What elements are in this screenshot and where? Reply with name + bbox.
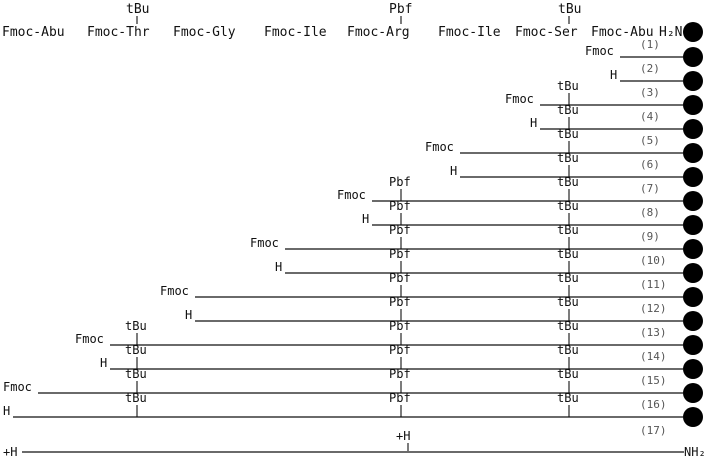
step-6-number: (6) (640, 158, 660, 171)
residue-label-ser: Fmoc-Ser (515, 25, 578, 40)
header-arg-protecting-group: Pbf (389, 2, 413, 17)
header-thr-protecting-group: tBu (126, 2, 150, 17)
step-13-protecting-group-1: tBu (125, 319, 147, 333)
step-12-protecting-group-1: Pbf (389, 295, 411, 309)
step-13-terminus-label: Fmoc (75, 332, 104, 346)
step-7-protecting-group-1: Pbf (389, 175, 411, 189)
step-3-resin-bead (683, 95, 703, 115)
step-14-protecting-group-1: tBu (125, 343, 147, 357)
step-15-terminus-label: Fmoc (3, 380, 32, 394)
header-ser-protecting-group: tBu (558, 2, 582, 17)
residue-label-gly: Fmoc-Gly (173, 25, 236, 40)
step-9-protecting-group-1: Pbf (389, 223, 411, 237)
step-5-number: (5) (640, 134, 660, 147)
step-8-protecting-group-2: tBu (557, 199, 579, 213)
step-10-resin-bead (683, 263, 703, 283)
synthesis-steps (3, 38, 703, 427)
step-15-number: (15) (640, 374, 667, 387)
step-9-terminus-label: Fmoc (250, 236, 279, 250)
step-7-number: (7) (640, 182, 660, 195)
step-2-resin-bead (683, 71, 703, 91)
residue-label-abu-n: Fmoc-Abu (2, 25, 65, 40)
step-number-final: (17) (640, 424, 667, 437)
step-1-number: (1) (640, 38, 660, 51)
residue-label-abu-c: Fmoc-Abu (591, 25, 654, 40)
final-n-terminus-label: +H (3, 445, 18, 459)
step-7-resin-bead (683, 191, 703, 211)
step-15-resin-bead (683, 383, 703, 403)
step-6-protecting-group-1: tBu (557, 151, 579, 165)
step-2-terminus-label: H (610, 68, 618, 82)
step-3-protecting-group-1: tBu (557, 79, 579, 93)
step-8-resin-bead (683, 215, 703, 235)
step-3-terminus-label: Fmoc (505, 92, 534, 106)
step-4-number: (4) (640, 110, 660, 123)
step-6-terminus-label: H (450, 164, 458, 178)
residue-label-arg: Fmoc-Arg (347, 25, 410, 40)
step-9-protecting-group-2: tBu (557, 223, 579, 237)
step-5-protecting-group-1: tBu (557, 127, 579, 141)
step-9-number: (9) (640, 230, 660, 243)
step-12-resin-bead (683, 311, 703, 331)
resin-amine-label: H₂N (659, 25, 683, 40)
step-15-protecting-group-2: Pbf (389, 367, 411, 381)
step-11-terminus-label: Fmoc (160, 284, 189, 298)
step-16-protecting-group-2: Pbf (389, 391, 411, 405)
step-3-number: (3) (640, 86, 660, 99)
step-13-resin-bead (683, 335, 703, 355)
step-8-number: (8) (640, 206, 660, 219)
step-8-protecting-group-1: Pbf (389, 199, 411, 213)
step-8-terminus-label: H (362, 212, 370, 226)
step-5-terminus-label: Fmoc (425, 140, 454, 154)
step-15-protecting-group-1: tBu (125, 367, 147, 381)
step-13-protecting-group-2: Pbf (389, 319, 411, 333)
step-1-terminus-label: Fmoc (585, 44, 614, 58)
step-16-terminus-label: H (3, 404, 11, 418)
step-11-resin-bead (683, 287, 703, 307)
step-12-protecting-group-2: tBu (557, 295, 579, 309)
final-c-terminus-label: NH₂ (684, 445, 706, 459)
step-14-protecting-group-3: tBu (557, 343, 579, 357)
step-16-protecting-group-3: tBu (557, 391, 579, 405)
step-14-protecting-group-2: Pbf (389, 343, 411, 357)
step-16-resin-bead (683, 407, 703, 427)
final-arg-group-label: +H (396, 429, 411, 443)
residue-header (2, 2, 682, 40)
step-2-number: (2) (640, 62, 660, 75)
step-11-protecting-group-1: Pbf (389, 271, 411, 285)
step-9-resin-bead (683, 239, 703, 259)
step-6-resin-bead (683, 167, 703, 187)
resin-bead-header (683, 22, 703, 42)
step-7-protecting-group-2: tBu (557, 175, 579, 189)
step-10-terminus-label: H (275, 260, 283, 274)
step-4-resin-bead (683, 119, 703, 139)
step-14-number: (14) (640, 350, 667, 363)
step-11-number: (11) (640, 278, 667, 291)
step-11-protecting-group-2: tBu (557, 271, 579, 285)
step-14-terminus-label: H (100, 356, 108, 370)
step-13-number: (13) (640, 326, 667, 339)
step-4-terminus-label: H (530, 116, 538, 130)
step-16-protecting-group-1: tBu (125, 391, 147, 405)
residue-label-ile-b: Fmoc-Ile (438, 25, 501, 40)
step-12-terminus-label: H (185, 308, 193, 322)
step-4-protecting-group-1: tBu (557, 103, 579, 117)
residue-label-thr: Fmoc-Thr (87, 25, 150, 40)
step-5-resin-bead (683, 143, 703, 163)
step-12-number: (12) (640, 302, 667, 315)
step-10-number: (10) (640, 254, 667, 267)
step-7-terminus-label: Fmoc (337, 188, 366, 202)
final-product (3, 424, 706, 459)
step-10-protecting-group-1: Pbf (389, 247, 411, 261)
step-10-protecting-group-2: tBu (557, 247, 579, 261)
step-16-number: (16) (640, 398, 667, 411)
step-14-resin-bead (683, 359, 703, 379)
residue-label-ile-a: Fmoc-Ile (264, 25, 327, 40)
step-1-resin-bead (683, 47, 703, 67)
step-15-protecting-group-3: tBu (557, 367, 579, 381)
step-13-protecting-group-3: tBu (557, 319, 579, 333)
